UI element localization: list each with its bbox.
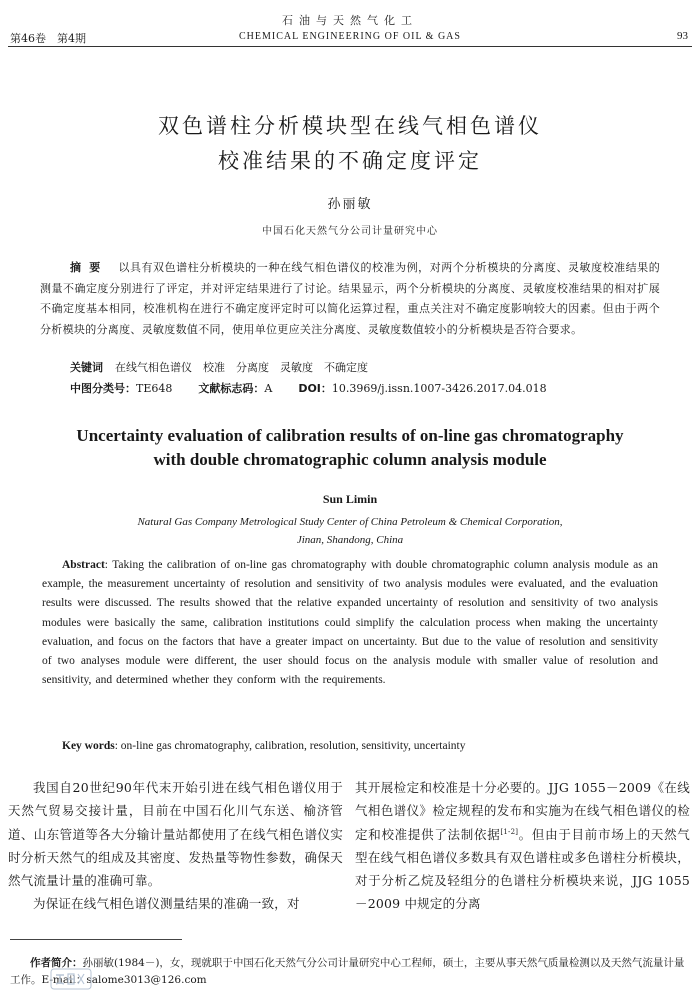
doc-code-label: 文献标志码： [198, 382, 265, 395]
body-paragraph [355, 776, 690, 916]
wanfang-watermark-logo [50, 966, 92, 992]
abstract-en: Abstract: Taking the calibration of on-line gas chromatography with double chromatographic column analysis module as an example, the measurement uncertainty of resolution and sensitivity of two analysis modules were evaluated, and the evaluation results were discussed. The results showed that the relative expanded uncertainty of resolution and sensitivity of two analysis modules were basically the same, calibration institutions could simplify the calculation process when making the uncertainty evaluation, and focus on the factors that have a greater impact on uncertainty. But due to the value of resolution and sensitivity of two analyses module were different, the user should focus on the analysis module with smaller value of resolution and sensitivity, and determined whether they conform with the requirements. [42, 559, 658, 687]
body-paragraph: 为保证在线气相色谱仪测量结果的准确一致，对 [33, 896, 300, 912]
body-right-column [355, 776, 690, 916]
keywords-cn [70, 359, 368, 375]
abstract-en-label: Abstract [62, 559, 105, 571]
affiliation-en [0, 513, 700, 549]
title-cn-line1: 双色谱柱分析模块型在线气相色谱仪 [158, 114, 542, 138]
header-divider [8, 46, 692, 47]
affiliation-en-line2: Jinan, Shandong, China [296, 534, 404, 546]
title-cn-line2: 校准结果的不确定度评定 [218, 149, 482, 173]
affiliation-cn: 中国石化天然气分公司计量研究中心 [262, 226, 438, 237]
citation-ref: [1-2] [500, 827, 519, 836]
keywords-cn-text: 在线气相色谱仪 校准 分离度 灵敏度 不确定度 [115, 361, 368, 374]
body-text: 其开展检定和校准是十分必要的。JJG 1055－2009《在线气相色谱仪》检定规程的发布和实施为在线气相色谱仪的检定和校准提供了法制依据 [355, 780, 690, 842]
doi-value: 10.3969/j.issn.1007-3426.2017.04.018 [331, 382, 547, 395]
body-paragraph: 我国自20世纪90年代末开始引进在线气相色谱仪用于天然气贸易交接计量，目前在中国石化川气东送、榆济管道、山东管道等各大分输计量站都使用了在线气相色谱仪实时分析天然气的组成及其密度、发热量等物性参数，确保天然气流量计量的准确可靠。 [8, 780, 343, 889]
affiliation-en-line1: Natural Gas Company Metrological Study Center of China Petroleum & Chemical Corporation, [137, 516, 563, 528]
classification-line [70, 380, 547, 396]
keywords-cn-label: 关键词 [70, 361, 103, 374]
footnote-label: 作者简介： [30, 957, 83, 969]
author-cn: 孙丽敏 [327, 197, 373, 212]
journal-name-cn: 石油与天然气化工 [282, 14, 418, 27]
keywords-en-text: on-line gas chromatography, calibration, resolution, sensitivity, uncertainty [120, 740, 466, 752]
title-en-line2: with double chromatographic column analysis module [153, 450, 547, 469]
title-en-line1: Uncertainty evaluation of calibration results of on-line gas chromatography [76, 426, 624, 445]
footnote-divider [10, 939, 182, 940]
page-number: 93 [677, 30, 688, 42]
keywords-en: Key words: on-line gas chromatography, calibration, resolution, sensitivity, uncertainty [62, 740, 466, 752]
keywords-en-label: Key words [62, 740, 115, 752]
abstract-cn-text: 以具有双色谱柱分析模块的一种在线气相色谱仪的校准为例，对两个分析模块的分离度、灵敏度校准结果的测量不确定度分别进行了评定，并对评定结果进行了讨论。结果显示，两个分析模块的分离度、灵敏度校准结果的相对扩展不确定度基本相同，校准机构在进行不确定度评定时可以简化运算过程，重点关注对不确定度影响较大的因素。但由于两个分析模块的分离度、灵敏度数值不同，使用单位更应关注分离度、灵敏度数值较小的分析模块是否符合要求。 [40, 261, 661, 336]
doi-label: DOI： [298, 382, 332, 395]
body-text: 。但由于目前市场上的天然气型在线气相色谱仪多数具有双色谱柱或多色谱柱分析模块，对于分析乙烷及轻组分的色谱柱分析模块来说，JJG 1055－2009 中规定的分离 [355, 826, 691, 912]
clc-label: 中图分类号： [70, 382, 136, 395]
journal-name-en: CHEMICAL ENGINEERING OF OIL & GAS [239, 31, 461, 42]
doc-code-value: A [264, 382, 273, 395]
abstract-en-text: Taking the calibration of on-line gas chromatography with double chromatographic column analysis module as an example, the measurement uncertainty of resolution and sensitivity of two analysis modules were evaluated, and the evaluation results were discussed. The results showed that the relative expanded uncertainty of resolution and sensitivity of two analysis modules were basically the same, calibration institutions could simplify the calculation process when making the uncertainty evaluation, and focus on the factors that have a greater impact on uncertainty. But due to the value of resolution and sensitivity of two analyses module were different, the user should focus on the analysis module with smaller value of resolution and sensitivity, and determined whether they conform with the requirements. [42, 559, 658, 687]
clc-value: TE648 [136, 382, 173, 395]
abstract-cn-label: 摘要 [70, 261, 109, 274]
title-en [0, 424, 700, 472]
author-en: Sun Limin [322, 492, 378, 506]
body-left-column [8, 776, 343, 916]
author-footnote [10, 955, 692, 989]
abstract-cn [40, 258, 660, 340]
journal-header [0, 0, 700, 48]
footnote-text: 孙丽敏(1984－)，女，现就职于中国石化天然气分公司计量研究中心工程师，硕士，主要从事天然气质量检测以及天然气流量计量工作。E-mail：salome3013@126.com [10, 957, 685, 986]
volume-issue: 第46卷 第4期 [10, 32, 86, 45]
